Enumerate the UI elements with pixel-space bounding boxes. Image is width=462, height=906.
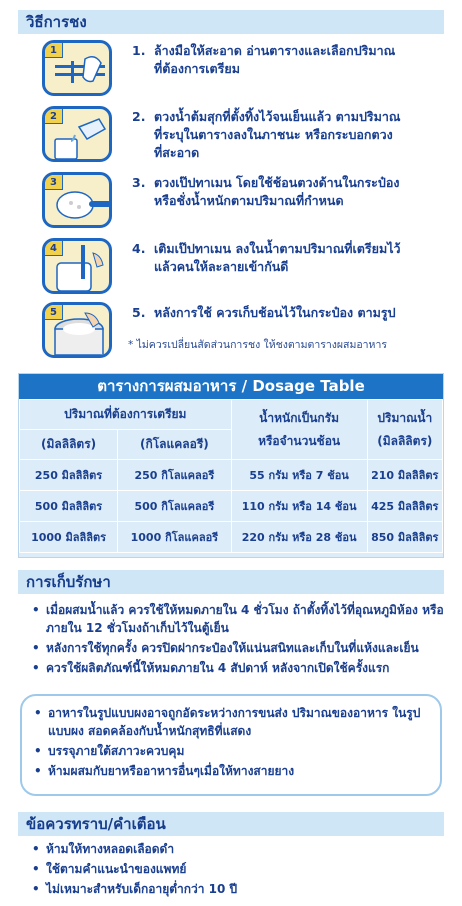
prep-step (40, 238, 450, 296)
list-item: • หลังการใช้ทุกครั้ง ควรปิดฝากระป๋องให้แน่นสนิทและเก็บในที่แห้งและเย็น (32, 639, 452, 657)
hand-washing-icon (42, 40, 112, 96)
cell-kcal: 250 กิโลแคลอรี (118, 460, 231, 491)
step-line2: หรือชั่งน้ำหนักตามปริมาณที่กำหนด (154, 193, 344, 208)
step-number-badge: 5 (45, 305, 63, 320)
cell-water: 210 มิลลิลิตร (367, 460, 442, 491)
list-item: • ควรใช้ผลิตภัณฑ์นี้ให้หมดภายใน 4 สัปดาห์ หลังจากเปิดใช้ครั้งแรก (32, 659, 452, 677)
cell-kcal: 500 กิโลแคลอรี (118, 491, 231, 522)
step-number: 5. (132, 305, 146, 320)
step-line2: ที่ระบุในตารางลงในภาชนะ หรือกระบอกตวง (154, 127, 393, 142)
step-number-badge: 1 (45, 43, 63, 58)
col-header-water-line1: ปริมาณน้ำ (377, 410, 433, 425)
col-header-weight-line1: น้ำหนักเป็นกรัม (259, 410, 340, 425)
step-line1: ตวงเป๊ปทาเมน โดยใช้ช้อนตวงด้านในกระป๋อง (154, 175, 400, 190)
cell-kcal: 1000 กิโลแคลอรี (118, 522, 231, 553)
prep-section-title: วิธีการชง (18, 10, 444, 34)
step-number-badge: 4 (45, 241, 63, 256)
list-item: • ห้ามให้ทางหลอดเลือดดำ (32, 840, 452, 858)
storage-list (32, 601, 452, 679)
col-header-water (367, 400, 442, 460)
can-scoop-icon (42, 302, 112, 358)
col-header-weight-line2: หรือจำนวนช้อน (258, 433, 341, 448)
dosage-table-title: ตารางการผสมอาหาร / Dosage Table (19, 374, 443, 399)
info-list (34, 704, 434, 782)
col-header-ml: (มิลลิลิตร) (20, 430, 118, 460)
step-line2: แล้วคนให้ละลายเข้ากันดี (154, 259, 289, 274)
step-number: 1. (132, 43, 146, 58)
step-text (132, 240, 452, 276)
cell-weight: 55 กรัม หรือ 7 ช้อน (231, 460, 367, 491)
table-row (20, 491, 443, 522)
list-item: • ไม่เหมาะสำหรับเด็กอายุต่ำกว่า 10 ปี (32, 880, 452, 898)
stir-mix-icon (42, 238, 112, 294)
prep-step (40, 106, 450, 164)
list-item: • ใช้ตามคำแนะนำของแพทย์ (32, 860, 452, 878)
prep-note: * ไม่ควรเปลี่ยนสัดส่วนการชง ให้ชงตามตารางผสมอาหาร (128, 339, 388, 351)
step-line2: ที่ต้องการเตรียม (154, 61, 240, 76)
step-line1: เติมเป๊ปทาเมน ลงในน้ำตามปริมาณที่เตรียมไว้ (154, 241, 401, 256)
table-row (20, 522, 443, 553)
step-text (132, 42, 452, 78)
list-item: • อาหารในรูปแบบผงอาจถูกอัดระหว่างการขนส่ง ปริมาณของอาหาร ในรูปแบบผง สอดคล้องกับน้ำหนักสุทธิที่แสดง (34, 704, 434, 740)
col-header-weight (231, 400, 367, 460)
cell-water: 850 มิลลิลิตร (367, 522, 442, 553)
step-line1: หลังการใช้ ควรเก็บช้อนไว้ในกระป๋อง ตามรูป (154, 305, 396, 320)
storage-section-title: การเก็บรักษา (18, 570, 444, 594)
cell-weight: 110 กรัม หรือ 14 ช้อน (231, 491, 367, 522)
step-number: 4. (132, 241, 146, 256)
cell-ml: 250 มิลลิลิตร (20, 460, 118, 491)
warnings-section-title: ข้อควรทราบ/คำเตือน (18, 812, 444, 836)
scoop-powder-icon (42, 172, 112, 228)
step-text (132, 174, 452, 210)
step-text (132, 108, 452, 162)
table-row (20, 460, 443, 491)
cell-weight: 220 กรัม หรือ 28 ช้อน (231, 522, 367, 553)
step-line1: ตวงน้ำต้มสุกที่ตั้งทิ้งไว้จนเย็นแล้ว ตามปริมาณ (154, 109, 401, 124)
step-number: 3. (132, 175, 146, 190)
info-box (20, 694, 442, 796)
step-number-badge: 3 (45, 175, 63, 190)
col-header-water-line2: (มิลลิลิตร) (377, 433, 433, 448)
step-line3: ที่สะอาด (154, 145, 200, 160)
list-item: • ห้ามผสมกับยาหรืออาหารอื่นๆเมื่อให้ทางสายยาง (34, 762, 434, 780)
warnings-list (32, 840, 452, 900)
step-number: 2. (132, 109, 146, 124)
list-item: • เมื่อผสมน้ำแล้ว ควรใช้ให้หมดภายใน 4 ชั่วโมง ถ้าตั้งทิ้งไว้ที่อุณหภูมิห้อง หรือภายใน 12 ชั่วโมงถ้าเก็บไว้ในตู้เย็น (32, 601, 452, 637)
cell-ml: 500 มิลลิลิตร (20, 491, 118, 522)
cell-water: 425 มิลลิลิตร (367, 491, 442, 522)
list-item: • บรรจุภายใต้สภาวะควบคุม (34, 742, 434, 760)
prep-step (40, 172, 450, 230)
step-text (132, 304, 452, 322)
dosage-table (18, 373, 444, 558)
prep-step (40, 40, 450, 98)
col-header-kcal: (กิโลแคลอรี) (118, 430, 231, 460)
cell-ml: 1000 มิลลิลิตร (20, 522, 118, 553)
pouring-water-icon (42, 106, 112, 162)
step-number-badge: 2 (45, 109, 63, 124)
step-line1: ล้างมือให้สะอาด อ่านตารางและเลือกปริมาณ (154, 43, 396, 58)
col-header-amount: ปริมาณที่ต้องการเตรียม (20, 400, 232, 430)
